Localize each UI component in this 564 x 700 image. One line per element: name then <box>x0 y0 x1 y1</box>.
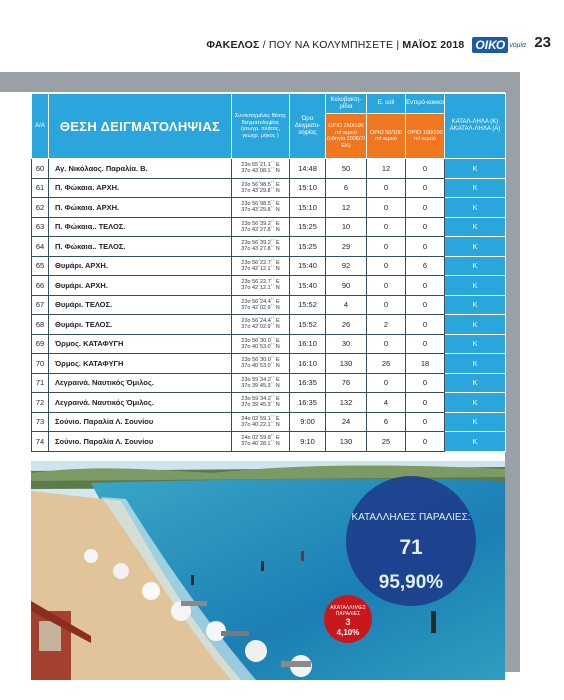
coord-latitude: 37ο 42΄12.1΄΄ Ν <box>241 265 280 272</box>
coord-longitude: 23ο 56΄30.0΄΄ Ε <box>241 357 280 364</box>
suitable-beaches-badge <box>346 476 476 606</box>
row-time: 15:25 <box>290 217 326 237</box>
row-time: 9:00 <box>290 412 326 432</box>
coord-latitude: 37ο 42΄02.9΄΄ Ν <box>241 304 280 311</box>
row-location: Π. Φώκαια.. ΤΕΛΟΣ. <box>49 217 232 237</box>
row-ecoli: 0 <box>367 237 406 257</box>
row-bacteria: 6 <box>326 178 367 198</box>
coord-longitude: 23ο 59΄34.2΄΄ Ε <box>241 396 280 403</box>
row-coordinates <box>232 237 290 257</box>
limit-ecoli: ΟΡΙΟ 50/100 ml νερού <box>367 114 406 159</box>
row-time: 15:40 <box>290 256 326 276</box>
row-bacteria: 130 <box>326 432 367 452</box>
unsuitable-percent: 4,10% <box>336 628 360 637</box>
row-status: Κ <box>445 412 506 432</box>
coord-latitude: 37ο 40΄53.0΄΄ Ν <box>241 363 280 370</box>
row-status: Κ <box>445 276 506 296</box>
issue-date: ΜΑΪΟΣ 2018 <box>402 39 465 51</box>
row-status: Κ <box>445 237 506 257</box>
row-coordinates <box>232 276 290 296</box>
row-bacteria: 24 <box>326 412 367 432</box>
col-coords-header: Συντεταγμένες θέσης δειγματοληψίας (γεωγρ. πλάτος, γεωγρ. μήκος ) <box>232 94 290 159</box>
logo-sub: νομία <box>509 41 526 49</box>
row-number: 73 <box>32 412 49 432</box>
row-number: 60 <box>32 159 49 179</box>
row-entero: 0 <box>406 432 445 452</box>
row-coordinates <box>232 178 290 198</box>
row-entero: 0 <box>406 276 445 296</box>
row-bacteria: 10 <box>326 217 367 237</box>
row-status: Κ <box>445 198 506 218</box>
unsuitable-count: 3 <box>345 617 351 627</box>
row-location: Π. Φώκαια. ΑΡΧΗ. <box>49 178 232 198</box>
row-entero: 6 <box>406 256 445 276</box>
row-number: 66 <box>32 276 49 296</box>
row-entero: 0 <box>406 178 445 198</box>
running-head: ΦΑΚΕΛΟΣ / ΠΟΥ ΝΑ ΚΟΛΥΜΠΗΣΕΤΕ | ΜΑΪΟΣ 2018 <box>206 39 465 51</box>
row-status: Κ <box>445 217 506 237</box>
row-location: Θυμάρι. ΤΕΛΟΣ. <box>49 295 232 315</box>
coord-latitude: 37ο 39΄45.3΄΄ Ν <box>241 402 280 409</box>
row-location: Θυμάρι. ΑΡΧΗ. <box>49 256 232 276</box>
row-bacteria: 130 <box>326 354 367 374</box>
coord-latitude: 37ο 42΄12.1΄΄ Ν <box>241 285 280 292</box>
unsuitable-beaches-badge <box>324 595 372 643</box>
coord-longitude: 23ο 56΄39.2΄΄ Ε <box>241 240 280 247</box>
logo-main: ΟΙΚΟ <box>472 37 508 53</box>
coord-latitude: 37ο 43΄29.8΄΄ Ν <box>241 187 280 194</box>
row-bacteria: 29 <box>326 237 367 257</box>
row-location: Αγ. Νικόλαος. Παραλία. Β. <box>49 159 232 179</box>
coord-latitude: 37ο 43΄27.8΄΄ Ν <box>241 246 280 253</box>
coord-longitude: 23ο 56΄22.7΄΄ Ε <box>241 279 280 286</box>
row-ecoli: 2 <box>367 315 406 335</box>
limit-entero: ΟΡΙΟ 100/100 ml νερού <box>406 114 445 159</box>
row-coordinates <box>232 159 290 179</box>
row-status: Κ <box>445 295 506 315</box>
row-location: Σούνιο. Παραλία Λ. Σουνίου <box>49 432 232 452</box>
row-number: 74 <box>32 432 49 452</box>
row-coordinates <box>232 354 290 374</box>
row-ecoli: 25 <box>367 432 406 452</box>
coord-longitude: 23ο 56΄22.7΄΄ Ε <box>241 259 280 266</box>
row-time: 16:10 <box>290 334 326 354</box>
coord-longitude: 23ο 56΄39.2΄΄ Ε <box>241 220 280 227</box>
row-time: 14:48 <box>290 159 326 179</box>
row-status: Κ <box>445 159 506 179</box>
table-row <box>32 276 506 296</box>
row-bacteria: 76 <box>326 373 367 393</box>
row-coordinates <box>232 432 290 452</box>
row-coordinates <box>232 334 290 354</box>
row-ecoli: 0 <box>367 373 406 393</box>
col-bacteria-header: Κολοβακτη-ρίδια <box>326 94 367 114</box>
table-row <box>32 393 506 413</box>
grey-frame-right <box>505 72 520 672</box>
row-status: Κ <box>445 432 506 452</box>
table-row <box>32 315 506 335</box>
table-row <box>32 432 506 452</box>
row-location: Σούνιο. Παραλία Λ. Σουνίου <box>49 412 232 432</box>
row-location: Π. Φώκαια.. ΤΕΛΟΣ. <box>49 237 232 257</box>
table-row <box>32 237 506 257</box>
row-entero: 0 <box>406 237 445 257</box>
sampling-table <box>31 93 506 452</box>
row-bacteria: 12 <box>326 198 367 218</box>
row-location: Θυμάρι. ΤΕΛΟΣ. <box>49 315 232 335</box>
grey-frame-top <box>0 72 520 92</box>
coord-latitude: 37ο 43΄27.8΄΄ Ν <box>241 226 280 233</box>
magazine-logo <box>472 37 526 53</box>
row-location: Π. Φώκαια. ΑΡΧΗ. <box>49 198 232 218</box>
row-bacteria: 4 <box>326 295 367 315</box>
row-number: 62 <box>32 198 49 218</box>
col-entero-header: Εντερό-κοκκοι <box>406 94 445 114</box>
row-coordinates <box>232 412 290 432</box>
row-number: 70 <box>32 354 49 374</box>
row-ecoli: 0 <box>367 198 406 218</box>
row-bacteria: 26 <box>326 315 367 335</box>
row-coordinates <box>232 256 290 276</box>
col-time-header: Ώρα Δειγματο-ληψίας <box>290 94 326 159</box>
table-row <box>32 412 506 432</box>
coord-longitude: 23ο 55΄21.1΄΄ Ε <box>241 162 280 169</box>
row-status: Κ <box>445 393 506 413</box>
col-status-header: ΚΑΤΑΛ-ΛΗΛΑ (Κ) ΑΚΑΤΑΛ-ΛΗΛΑ (Α) <box>445 94 506 159</box>
coord-longitude: 23ο 56΄24.4΄΄ Ε <box>241 298 280 305</box>
row-number: 61 <box>32 178 49 198</box>
row-location: Λεγραινά. Ναυτικός Όμιλος. <box>49 393 232 413</box>
row-entero: 0 <box>406 295 445 315</box>
row-entero: 0 <box>406 393 445 413</box>
coord-latitude: 37ο 42΄02.9΄΄ Ν <box>241 324 280 331</box>
suitable-label: ΚΑΤΑΛΛΗΛΕΣ ΠΑΡΑΛΙΕΣ: <box>351 512 471 523</box>
row-status: Κ <box>445 373 506 393</box>
row-ecoli: 0 <box>367 276 406 296</box>
row-ecoli: 0 <box>367 217 406 237</box>
suitable-count: 71 <box>399 536 423 559</box>
row-number: 64 <box>32 237 49 257</box>
row-entero: 0 <box>406 373 445 393</box>
row-location: Λεγραινά. Ναυτικός Όμιλος. <box>49 373 232 393</box>
coord-longitude: 23ο 56΄30.0΄΄ Ε <box>241 337 280 344</box>
unsuitable-label: ΑΚΑΤΑΛΛΗΛΕΣ ΠΑΡΑΛΙΕΣ <box>330 605 366 617</box>
table-body <box>32 159 506 452</box>
row-ecoli: 12 <box>367 159 406 179</box>
row-ecoli: 0 <box>367 295 406 315</box>
table-row <box>32 217 506 237</box>
table-row <box>32 354 506 374</box>
table-row <box>32 256 506 276</box>
row-time: 15:10 <box>290 178 326 198</box>
row-time: 15:52 <box>290 295 326 315</box>
coord-latitude: 37ο 40΄22.1΄΄ Ν <box>241 421 280 428</box>
row-ecoli: 6 <box>367 412 406 432</box>
row-entero: 18 <box>406 354 445 374</box>
coord-latitude: 37ο 39΄45.3΄΄ Ν <box>241 382 280 389</box>
row-number: 67 <box>32 295 49 315</box>
row-ecoli: 0 <box>367 334 406 354</box>
row-bacteria: 92 <box>326 256 367 276</box>
table-row <box>32 159 506 179</box>
row-coordinates <box>232 295 290 315</box>
coord-longitude: 23ο 56΄98.5΄΄ Ε <box>241 201 280 208</box>
coord-longitude: 23ο 56΄98.5΄΄ Ε <box>241 181 280 188</box>
row-coordinates <box>232 315 290 335</box>
row-time: 9:10 <box>290 432 326 452</box>
coord-longitude: 24ο 02΄59.1΄΄ Ε <box>241 415 280 422</box>
row-status: Κ <box>445 256 506 276</box>
coord-latitude: 37ο 43΄29.8΄΄ Ν <box>241 207 280 214</box>
coord-longitude: 23ο 59΄34.2΄΄ Ε <box>241 376 280 383</box>
row-location: Όρμος. ΚΑΤΑΦΥΓΗ <box>49 334 232 354</box>
row-bacteria: 30 <box>326 334 367 354</box>
row-time: 16:35 <box>290 393 326 413</box>
coord-latitude: 37ο 40΄53.0΄΄ Ν <box>241 343 280 350</box>
row-time: 15:40 <box>290 276 326 296</box>
row-bacteria: 90 <box>326 276 367 296</box>
row-coordinates <box>232 198 290 218</box>
table-row <box>32 334 506 354</box>
row-time: 15:10 <box>290 198 326 218</box>
row-entero: 0 <box>406 198 445 218</box>
page-number: 23 <box>534 34 551 51</box>
table-row <box>32 198 506 218</box>
coord-longitude: 23ο 56΄24.4΄΄ Ε <box>241 318 280 325</box>
page-header <box>206 36 526 54</box>
limit-bacteria: ΟΡΙΟ 250/100 ml νερού (οδηγία 2006/7/ ΕΚ) <box>326 114 367 159</box>
row-coordinates <box>232 373 290 393</box>
row-entero: 0 <box>406 334 445 354</box>
col-location-header: ΘΕΣΗ ΔΕΙΓΜΑΤΟΛΗΨΙΑΣ <box>49 94 232 159</box>
row-ecoli: 4 <box>367 393 406 413</box>
row-time: 16:10 <box>290 354 326 374</box>
row-time: 16:35 <box>290 373 326 393</box>
row-entero: 0 <box>406 412 445 432</box>
section-subtitle: ΠΟΥ ΝΑ ΚΟΛΥΜΠΗΣΕΤΕ <box>268 39 394 51</box>
row-number: 71 <box>32 373 49 393</box>
coord-longitude: 24ο 02΄59.8΄΄ Ε <box>241 435 280 442</box>
row-ecoli: 0 <box>367 256 406 276</box>
row-number: 63 <box>32 217 49 237</box>
row-location: Όρμος. ΚΑΤΑΦΥΓΗ <box>49 354 232 374</box>
row-number: 65 <box>32 256 49 276</box>
suitable-percent: 95,90% <box>378 572 444 593</box>
row-bacteria: 132 <box>326 393 367 413</box>
row-time: 15:25 <box>290 237 326 257</box>
row-status: Κ <box>445 354 506 374</box>
row-number: 68 <box>32 315 49 335</box>
row-status: Κ <box>445 315 506 335</box>
row-ecoli: 0 <box>367 178 406 198</box>
table-row <box>32 295 506 315</box>
row-number: 72 <box>32 393 49 413</box>
col-ecoli-header: E. coli <box>367 94 406 114</box>
row-entero: 0 <box>406 315 445 335</box>
row-bacteria: 50 <box>326 159 367 179</box>
row-entero: 0 <box>406 159 445 179</box>
section-label: ΦΑΚΕΛΟΣ <box>206 39 260 51</box>
coord-latitude: 37ο 43΄08.1΄΄ Ν <box>241 168 280 175</box>
table-row <box>32 178 506 198</box>
col-aa-header: Α/Α <box>32 94 49 159</box>
coord-latitude: 37ο 40΄28.1΄΄ Ν <box>241 441 280 448</box>
row-coordinates <box>232 217 290 237</box>
row-status: Κ <box>445 334 506 354</box>
row-entero: 0 <box>406 217 445 237</box>
table-row <box>32 373 506 393</box>
row-coordinates <box>232 393 290 413</box>
row-number: 69 <box>32 334 49 354</box>
row-status: Κ <box>445 178 506 198</box>
row-ecoli: 26 <box>367 354 406 374</box>
row-location: Θυμάρι. ΑΡΧΗ. <box>49 276 232 296</box>
row-time: 15:52 <box>290 315 326 335</box>
